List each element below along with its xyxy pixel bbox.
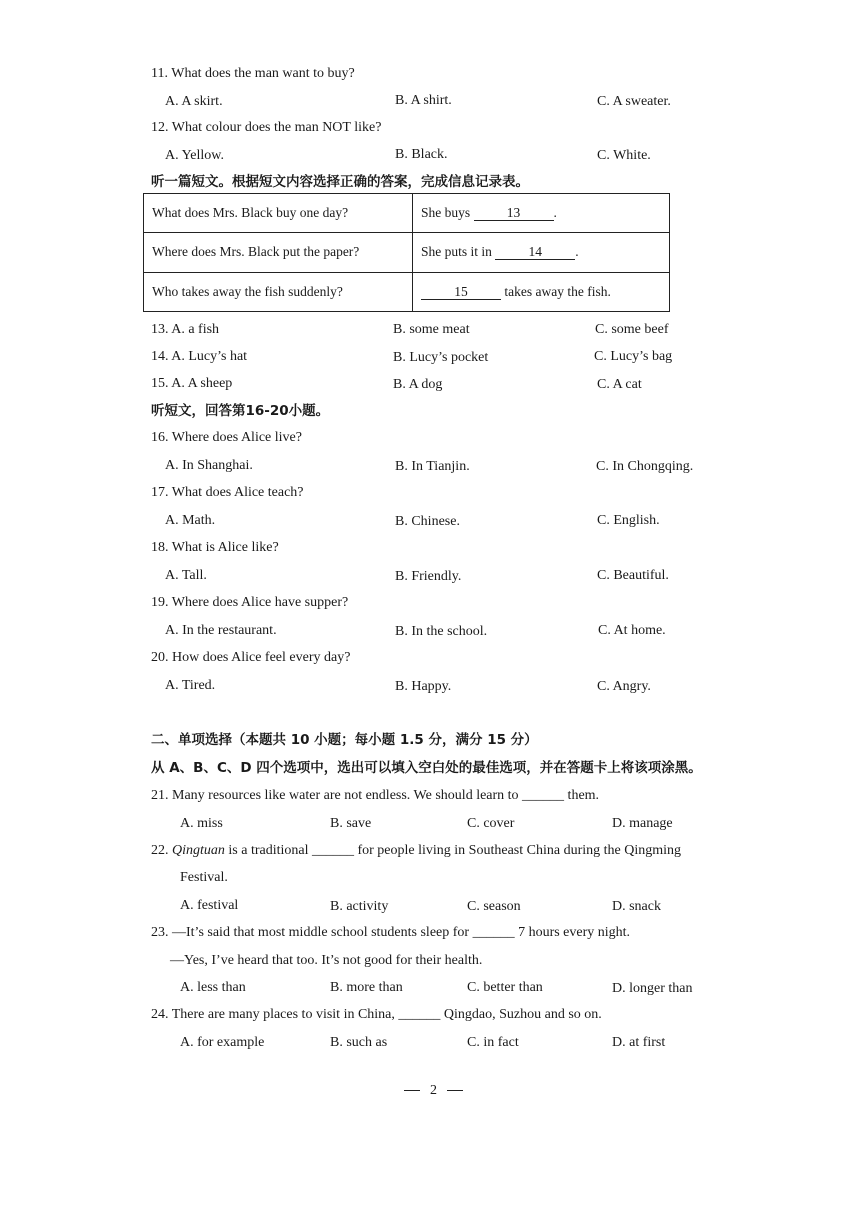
footer-dash-right: [447, 1090, 463, 1091]
section-short-instruction: 听短文，回答第16-20小题。: [151, 403, 330, 419]
question-20-option-c: C. Angry.: [597, 679, 651, 694]
table-answer-cell: [413, 194, 670, 233]
page-number: 2: [430, 1083, 437, 1098]
info-record-table: [143, 193, 670, 312]
answer-suffix: .: [575, 244, 579, 260]
question-24-option-c: C. in fact: [467, 1035, 519, 1050]
question-22-stem-continued: Festival.: [180, 870, 228, 885]
table-row: [144, 233, 670, 272]
question-15-option-c: C. A cat: [597, 377, 642, 392]
section-passage-instruction: 听一篇短文。根据短文内容选择正确的答案，完成信息记录表。: [151, 174, 529, 190]
question-22-italic-term: Qingtuan: [172, 843, 225, 858]
question-22-number: 22.: [151, 843, 169, 858]
question-16-option-b: B. In Tianjin.: [395, 459, 470, 474]
question-18-option-c: C. Beautiful.: [597, 568, 669, 583]
question-22-option-a: A. festival: [180, 898, 239, 913]
page-footer: [0, 1083, 867, 1099]
question-22-stem: [151, 842, 681, 860]
table-answer-cell: [413, 272, 670, 311]
question-24-option-b: B. such as: [330, 1035, 388, 1050]
question-19-option-a: A. In the restaurant.: [165, 623, 277, 638]
question-17-option-a: A. Math.: [165, 513, 216, 528]
question-16-stem: 16. Where does Alice live?: [151, 430, 302, 445]
question-15-option-b: B. A dog: [393, 377, 443, 392]
section-2-title: 二、单项选择（本题共 10 小题；每小题 1.5 分，满分 15 分）: [151, 732, 538, 748]
answer-blank-15: 15: [421, 284, 501, 300]
question-19-option-b: B. In the school.: [395, 624, 488, 639]
answer-blank-13: 13: [474, 205, 554, 221]
question-17-option-c: C. English.: [597, 513, 660, 528]
question-12-option-b: B. Black.: [395, 147, 448, 162]
question-21-option-c: C. cover: [467, 816, 515, 831]
table-row: [144, 272, 670, 311]
question-21-option-a: A. miss: [180, 816, 223, 831]
question-11-option-a: A. A skirt.: [165, 94, 223, 109]
question-18-option-b: B. Friendly.: [395, 569, 462, 584]
question-11-option-c: C. A sweater.: [597, 94, 671, 109]
question-11-option-b: B. A shirt.: [395, 93, 452, 108]
table-row: [144, 194, 670, 233]
answer-prefix: She buys: [421, 205, 471, 221]
question-23-option-a: A. less than: [180, 980, 246, 995]
question-24-option-a: A. for example: [180, 1035, 265, 1050]
question-12-option-c: C. White.: [597, 148, 651, 163]
question-17-option-b: B. Chinese.: [395, 514, 460, 529]
question-18-option-a: A. Tall.: [165, 568, 207, 583]
question-23-option-d: D. longer than: [612, 981, 693, 996]
question-23-response: —Yes, I’ve heard that too. It’s not good for their health.: [170, 953, 483, 968]
question-22-option-b: B. activity: [330, 899, 389, 914]
question-14-option-b: B. Lucy’s pocket: [393, 350, 489, 365]
question-13-option-b: B. some meat: [393, 322, 470, 337]
question-14-stem: 14. A. Lucy’s hat: [151, 349, 248, 364]
answer-suffix: .: [553, 205, 557, 221]
question-14-option-c: C. Lucy’s bag: [594, 349, 673, 364]
question-20-option-b: B. Happy.: [395, 679, 452, 694]
question-24-stem: 24. There are many places to visit in China, ______ Qingdao, Suzhou and so on.: [151, 1007, 602, 1022]
question-16-option-c: C. In Chongqing.: [596, 459, 694, 474]
table-question-cell: What does Mrs. Black buy one day?: [144, 194, 413, 233]
question-17-stem: 17. What does Alice teach?: [151, 485, 304, 500]
answer-blank-14: 14: [495, 244, 575, 260]
question-21-option-d: D. manage: [612, 816, 673, 831]
question-23-option-b: B. more than: [330, 980, 403, 995]
question-20-stem: 20. How does Alice feel every day?: [151, 650, 351, 665]
question-22-text: is a traditional ______ for people living in Southeast China during the Qingming: [224, 843, 681, 858]
question-23-stem: 23. —It’s said that most middle school students sleep for ______ 7 hours every night.: [151, 925, 631, 940]
section-2-instruction: 从 A、B、C、D 四个选项中，选出可以填入空白处的最佳选项，并在答题卡上将该项涂黑。: [151, 760, 702, 776]
question-22-option-d: D. snack: [612, 899, 661, 914]
question-21-stem: 21. Many resources like water are not endless. We should learn to ______ them.: [151, 788, 600, 803]
table-question-cell: Who takes away the fish suddenly?: [144, 272, 413, 311]
question-11-stem: 11. What does the man want to buy?: [151, 66, 355, 81]
question-12-stem: 12. What colour does the man NOT like?: [151, 120, 382, 135]
question-18-stem: 18. What is Alice like?: [151, 540, 279, 555]
question-13-option-c: C. some beef: [595, 322, 669, 337]
question-15-stem: 15. A. A sheep: [151, 376, 233, 391]
question-23-option-c: C. better than: [467, 980, 543, 995]
question-24-option-d: D. at first: [612, 1035, 666, 1050]
question-12-option-a: A. Yellow.: [165, 148, 224, 163]
question-19-stem: 19. Where does Alice have supper?: [151, 595, 349, 610]
answer-prefix: She puts it in: [421, 244, 492, 260]
question-20-option-a: A. Tired.: [165, 678, 216, 693]
question-19-option-c: C. At home.: [598, 623, 666, 638]
table-answer-cell: [413, 233, 670, 272]
question-16-option-a: A. In Shanghai.: [165, 458, 253, 473]
question-13-stem: 13. A. a fish: [151, 322, 220, 337]
answer-suffix: takes away the fish.: [504, 283, 611, 299]
question-21-option-b: B. save: [330, 816, 372, 831]
question-22-option-c: C. season: [467, 899, 521, 914]
footer-dash-left: [404, 1090, 420, 1091]
table-question-cell: Where does Mrs. Black put the paper?: [144, 233, 413, 272]
